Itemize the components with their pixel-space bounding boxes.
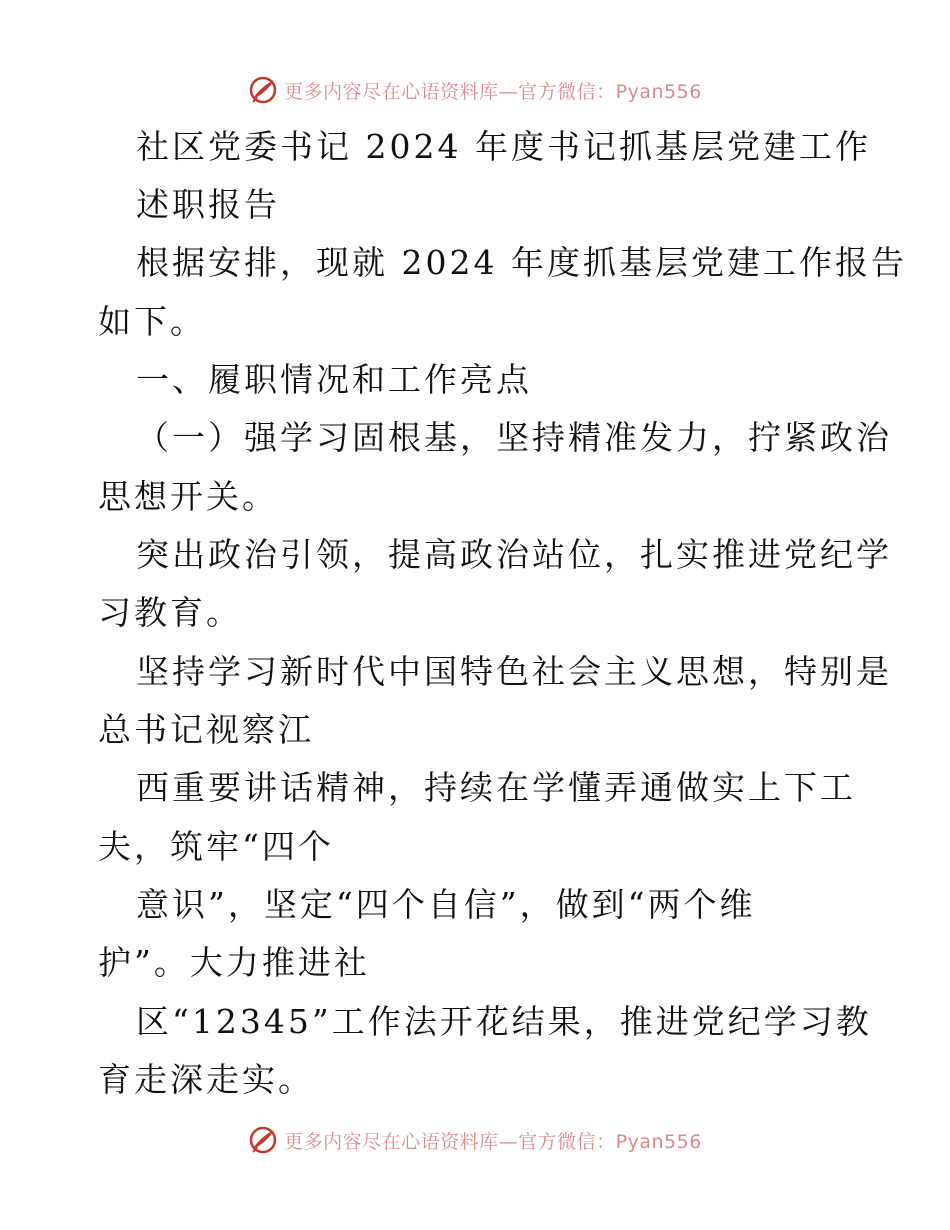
quill-pen-logo-icon <box>248 75 278 105</box>
paragraph-line: 突出政治引领，提高政治站位，扎实推进党纪学 <box>136 535 892 574</box>
header-watermark <box>0 70 950 110</box>
watermark-text: 更多内容尽在心语资料库—官方微信：Pyan556 <box>284 1130 702 1153</box>
paragraph-line: 护”。大力推进社 <box>98 943 370 982</box>
watermark-wechat-id: Pyan556 <box>615 1130 702 1153</box>
paragraph-line: 意识”，坚定“四个自信”，做到“两个维 <box>136 885 756 924</box>
paragraph-line: 西重要讲话精神，持续在学懂弄通做实上下工 <box>136 768 856 807</box>
paragraph-line: 夫，筑牢“四个 <box>98 827 334 866</box>
document-title-line-1: 社区党委书记 2024 年度书记抓基层党建工作 <box>136 127 871 166</box>
paragraph-line: 育走深走实。 <box>98 1060 314 1099</box>
paragraph-line: 总书记视察江 <box>98 710 314 749</box>
paragraph-line: 坚持学习新时代中国特色社会主义思想，特别是 <box>136 652 892 691</box>
subsection-heading-line: 思想开关。 <box>98 477 278 516</box>
subsection-heading-line: （一）强学习固根基，坚持精准发力，拧紧政治 <box>136 418 892 457</box>
watermark-text: 更多内容尽在心语资料库—官方微信：Pyan556 <box>284 80 702 103</box>
section-heading: 一、履职情况和工作亮点 <box>136 360 532 399</box>
footer-watermark <box>0 1120 950 1160</box>
paragraph-line: 习教育。 <box>98 593 242 632</box>
paragraph-line: 如下。 <box>98 302 206 341</box>
watermark-wechat-id: Pyan556 <box>615 80 702 103</box>
paragraph-line: 区“12345”工作法开花结果，推进党纪学习教 <box>136 1002 872 1041</box>
document-title-line-2: 述职报告 <box>136 185 280 224</box>
quill-pen-logo-icon <box>248 1125 278 1155</box>
paragraph-line: 根据安排，现就 2024 年度抓基层党建工作报告 <box>136 243 907 282</box>
